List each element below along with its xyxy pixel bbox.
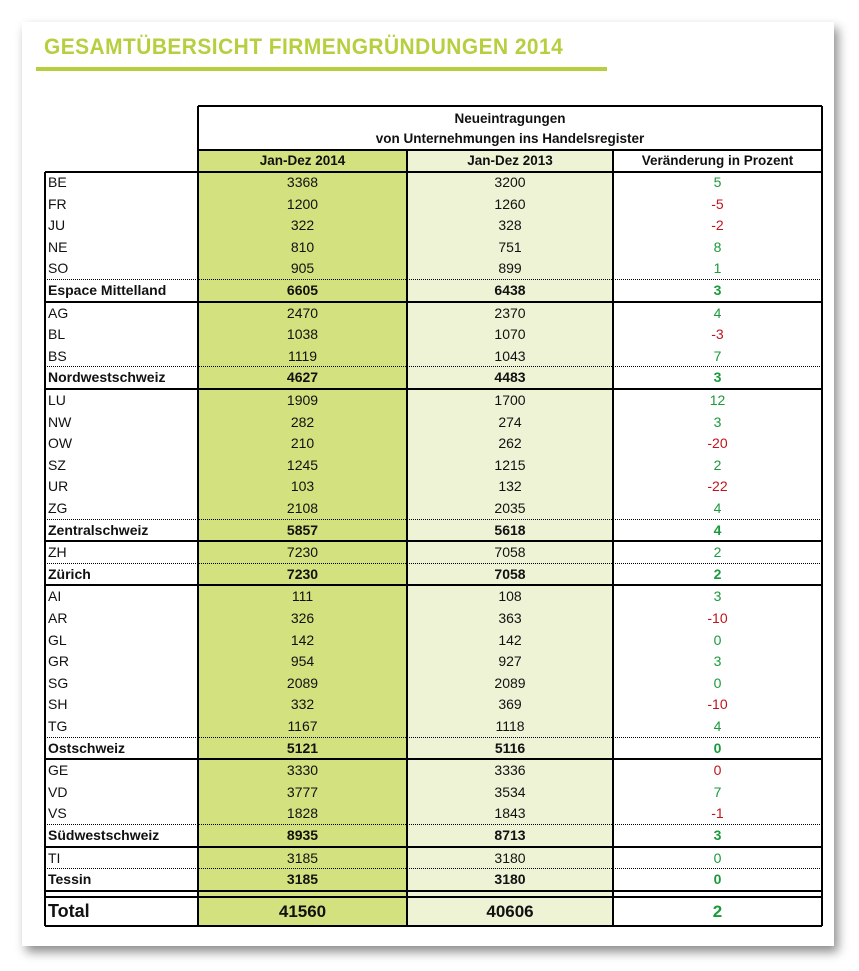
- rule-line: [406, 150, 408, 926]
- subtotal-row-2014: 6605: [286, 282, 319, 298]
- table-row-change: -5: [711, 195, 724, 212]
- table-row-2014: 1167: [287, 718, 318, 734]
- table-row-label: VS: [48, 805, 67, 822]
- table-row-label: TI: [48, 849, 61, 866]
- total-change: 2: [712, 901, 723, 921]
- table-row-2014: 111: [291, 588, 314, 605]
- table-row-label: AI: [48, 588, 62, 605]
- table-row-2013: 1700: [494, 392, 526, 408]
- table-row-label: SO: [48, 260, 69, 277]
- table-row-change: 0: [713, 762, 722, 779]
- table-row-2014: 3185: [286, 849, 319, 866]
- table-row-2013: 3534: [494, 783, 526, 800]
- table-row-label: ZG: [48, 500, 68, 516]
- table-row-2013: 363: [498, 610, 522, 626]
- table-row-2014: 810: [290, 238, 315, 255]
- table-row-2013: 2089: [494, 674, 526, 691]
- table-row-2014: 7230: [286, 544, 319, 561]
- column-header-change: Veränderung in Prozent: [641, 153, 794, 168]
- subtotal-row-2013: 4483: [494, 369, 526, 386]
- table-row-2014: 282: [290, 413, 315, 430]
- table-row-label: GL: [48, 631, 67, 648]
- header-neueintragungen: Neueintragungen: [454, 111, 566, 126]
- table-row-2014: 2470: [286, 304, 319, 321]
- page-title: GESAMTÜBERSICHT FIRMENGRÜNDUNGEN 2014: [44, 34, 564, 59]
- table-row-2013: 927: [498, 653, 522, 670]
- table-row-2014: 332: [290, 696, 315, 713]
- table-row-change: -3: [711, 326, 724, 343]
- table-row-label: UR: [48, 478, 69, 495]
- table-row-label: LU: [48, 392, 66, 408]
- subtotal-row-2013: 3180: [494, 871, 526, 888]
- subtotal-row-2013: 5618: [494, 521, 526, 538]
- table-row-2014: 142: [290, 631, 315, 648]
- dotted-separator: [45, 824, 822, 825]
- table-row-2013: 262: [498, 435, 522, 452]
- subtotal-row-2013: 8713: [494, 827, 526, 843]
- table-row-2014: 1909: [286, 392, 319, 408]
- subtotal-row-2013: 6438: [494, 282, 526, 298]
- table-row-label: NE: [48, 238, 68, 255]
- dotted-separator: [45, 519, 822, 520]
- table-row-change: 3: [713, 653, 722, 670]
- table-row-label: TG: [48, 718, 68, 734]
- subtotal-row-2013: 5116: [494, 739, 526, 756]
- rule-line: [44, 172, 46, 926]
- table-row-2014: 326: [290, 610, 315, 626]
- table-row-2013: 328: [498, 217, 522, 234]
- table-row-2014: 3330: [286, 762, 319, 779]
- table-row-2014: 3368: [286, 174, 319, 190]
- table-row-2013: 132: [498, 478, 522, 495]
- column-header-2013: Jan-Dez 2013: [467, 153, 553, 168]
- subtotal-row-2014: 5121: [286, 739, 319, 756]
- table-row-change: 7: [713, 783, 722, 800]
- table-row-2014: 103: [290, 478, 315, 495]
- rule-line: [45, 171, 822, 173]
- subtotal-row-change: 2: [713, 565, 722, 582]
- table-row-2014: 322: [290, 217, 315, 234]
- table-row-label: NW: [48, 413, 72, 430]
- table-row-change: 7: [713, 347, 722, 364]
- rule-line: [821, 106, 824, 926]
- subtotal-row-change: 3: [713, 827, 722, 843]
- rule-line: [198, 105, 822, 108]
- subtotal-row-2014: 8935: [286, 827, 319, 843]
- table-row-2013: 274: [498, 413, 522, 430]
- rule-line: [45, 925, 822, 928]
- table-row-2013: 1118: [495, 718, 525, 734]
- table-row-label: VD: [48, 783, 68, 800]
- subtotal-row-change: 0: [713, 871, 722, 888]
- rule-line: [612, 150, 614, 926]
- table-row-change: 4: [713, 718, 722, 734]
- subtotal-row-label: Südwestschweiz: [48, 827, 160, 843]
- table-row-2013: 1043: [494, 347, 526, 364]
- table-row-2014: 3777: [286, 783, 319, 800]
- table-row-change: -10: [707, 610, 728, 626]
- table-row-change: -2: [711, 217, 724, 234]
- subtotal-row-label: Nordwestschweiz: [48, 369, 166, 386]
- rule-line: [197, 106, 200, 926]
- table-row-change: 3: [713, 413, 722, 430]
- table-row-label: ZH: [48, 544, 67, 561]
- total-label: Total: [48, 900, 90, 921]
- table-row-2014: 1828: [286, 805, 319, 822]
- table-row-label: FR: [48, 195, 67, 212]
- table-row-2013: 2035: [494, 500, 526, 516]
- table-row-change: 1: [713, 260, 722, 277]
- rule-line: [45, 890, 822, 892]
- table-row-change: 2: [713, 544, 722, 561]
- subtotal-row-2014: 5857: [286, 521, 319, 538]
- table-row-label: AR: [48, 610, 68, 626]
- table-row-label: BL: [48, 326, 66, 343]
- table-row-change: 0: [713, 631, 722, 648]
- rule-line: [45, 896, 822, 898]
- table-row-2014: 1119: [287, 347, 318, 364]
- subtotal-row-2013: 7058: [494, 565, 526, 582]
- subtotal-row-2014: 3185: [286, 871, 319, 888]
- table-row-2013: 751: [498, 238, 522, 255]
- table-row-label: AG: [48, 304, 69, 321]
- table-row-change: 3: [713, 588, 722, 605]
- table-row-2014: 2108: [286, 500, 319, 516]
- total-2013: 40606: [486, 901, 534, 921]
- table-row-2014: 2089: [286, 674, 319, 691]
- table-row-2013: 2370: [494, 304, 526, 321]
- subtotal-row-change: 3: [713, 282, 722, 298]
- subtotal-row-label: Zürich: [48, 565, 91, 582]
- table-row-2013: 142: [498, 631, 522, 648]
- table-row-label: BE: [48, 174, 67, 190]
- table-row-label: JU: [48, 217, 66, 234]
- total-2014: 41560: [278, 901, 327, 921]
- table-row-2013: 899: [498, 260, 522, 277]
- table-row-label: SH: [48, 696, 68, 713]
- subtotal-row-change: 3: [713, 369, 722, 386]
- dotted-separator: [45, 279, 822, 280]
- table-row-2014: 1200: [286, 195, 319, 212]
- table-row-change: 2: [713, 456, 722, 473]
- subtotal-row-label: Espace Mittelland: [48, 282, 167, 298]
- table-row-change: 0: [713, 849, 722, 866]
- table-row-change: 4: [713, 500, 722, 516]
- dotted-separator: [45, 868, 822, 869]
- subtotal-row-label: Zentralschweiz: [48, 521, 149, 538]
- subtotal-row-change: 4: [713, 521, 722, 538]
- table-row-2014: 210: [290, 435, 315, 452]
- column-header-2014: Jan-Dez 2014: [259, 153, 346, 168]
- table-row-change: 4: [713, 304, 722, 321]
- table-row-2013: 1260: [494, 195, 526, 212]
- table-row-change: -22: [707, 478, 728, 495]
- dotted-separator: [45, 366, 822, 367]
- subtotal-row-2014: 4627: [286, 369, 319, 386]
- table-row-2014: 954: [290, 653, 315, 670]
- table-row-2014: 905: [290, 260, 315, 277]
- table-row-2013: 1215: [494, 456, 526, 473]
- table-row-2013: 108: [498, 588, 522, 605]
- table-row-change: -10: [707, 696, 728, 713]
- table-row-change: 12: [709, 392, 726, 408]
- table-row-2013: 1843: [494, 805, 526, 822]
- table-row-label: OW: [48, 435, 73, 452]
- table-row-label: GR: [48, 653, 69, 670]
- table-row-label: SZ: [48, 456, 66, 473]
- subtotal-row-change: 0: [713, 739, 722, 756]
- table-row-label: GE: [48, 762, 69, 779]
- table-row-change: -1: [711, 805, 724, 822]
- subtotal-row-2014: 7230: [286, 565, 319, 582]
- subtotal-row-label: Tessin: [48, 871, 92, 888]
- table-row-2013: 3336: [494, 762, 526, 779]
- dotted-separator: [45, 563, 822, 564]
- table-row-change: 8: [713, 238, 722, 255]
- table-row-change: 5: [713, 174, 722, 190]
- table-row-2013: 7058: [494, 544, 526, 561]
- table-row-label: SG: [48, 674, 69, 691]
- table-row-change: -20: [707, 435, 728, 452]
- table-row-2014: 1245: [286, 456, 319, 473]
- table-row-2013: 3180: [494, 849, 526, 866]
- dotted-separator: [45, 737, 822, 738]
- table-row-2013: 3200: [494, 174, 526, 190]
- table-row-2013: 1070: [494, 326, 526, 343]
- header-handelsregister: von Unternehmungen ins Handelsregister: [375, 131, 645, 146]
- rule-line: [198, 149, 822, 151]
- table-row-2013: 369: [498, 696, 522, 713]
- table-row-change: 0: [713, 674, 722, 691]
- table-row-2014: 1038: [286, 326, 319, 343]
- table-row-label: BS: [48, 347, 67, 364]
- subtotal-row-label: Ostschweiz: [48, 739, 126, 756]
